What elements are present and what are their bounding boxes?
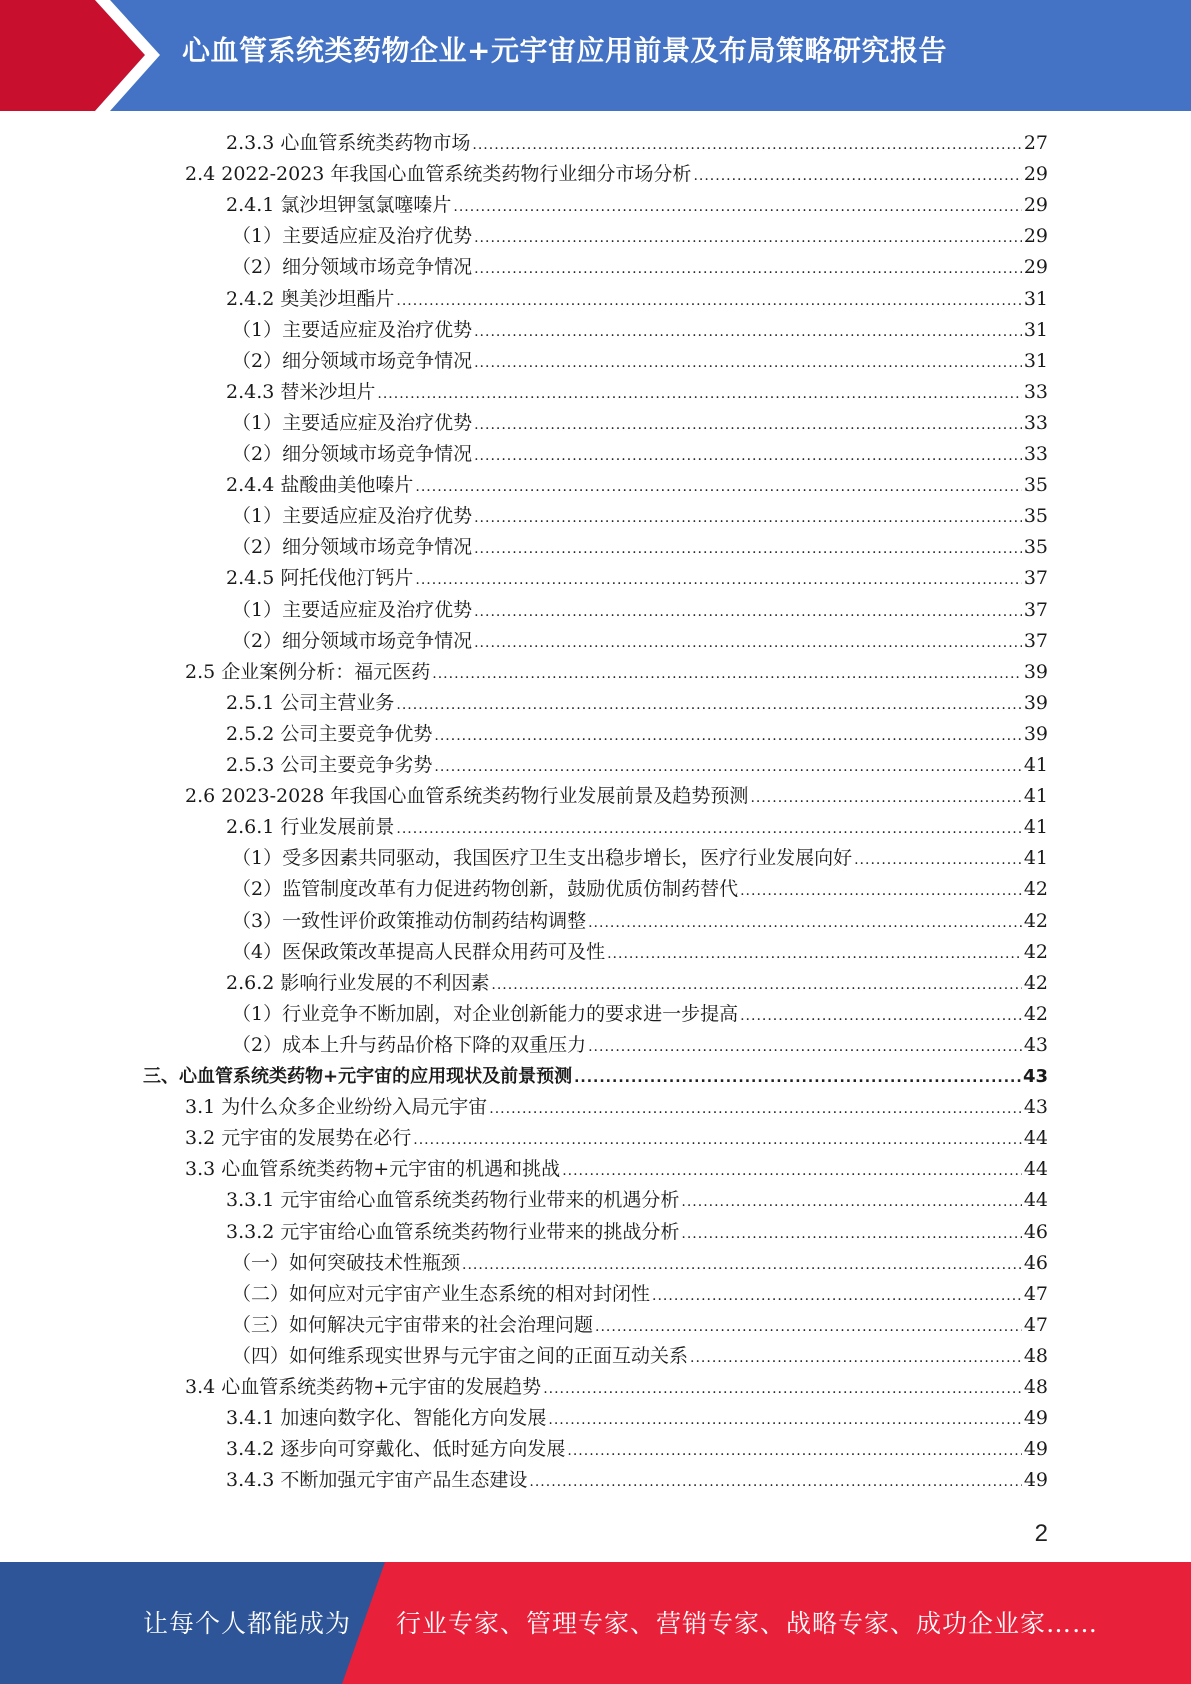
toc-entry-title: 3.1 为什么众多企业纷纷入局元宇宙 <box>185 1096 488 1119</box>
toc-entry-page: 29 <box>1023 163 1048 186</box>
toc-entry-title: 2.5.3 公司主要竞争劣势 <box>226 754 433 776</box>
toc-entry[interactable] <box>226 1434 1048 1465</box>
toc-entry-title: （2）细分领域市场竞争情况 <box>232 629 473 652</box>
toc-leader-dots <box>854 845 1022 876</box>
toc-entry-page: 33 <box>1023 380 1048 403</box>
toc-entry-page: 49 <box>1023 1469 1048 1492</box>
toc-entry[interactable] <box>232 1279 1048 1310</box>
toc-entry-page: 48 <box>1023 1376 1048 1398</box>
toc-entry[interactable] <box>232 874 1048 905</box>
toc-entry[interactable] <box>232 315 1048 346</box>
toc-leader-dots <box>474 628 1022 659</box>
toc-entry[interactable] <box>226 128 1048 159</box>
toc-entry-page: 41 <box>1023 847 1048 870</box>
toc-entry[interactable] <box>226 968 1048 999</box>
toc-entry[interactable] <box>232 221 1048 252</box>
toc-entry-title: （1）主要适应症及治疗优势 <box>232 598 473 621</box>
toc-entry-title: 3.4.2 逐步向可穿戴化、低时延方向发展 <box>226 1438 566 1461</box>
toc-entry[interactable] <box>232 906 1048 937</box>
toc-entry[interactable] <box>185 781 1048 812</box>
toc-entry-title: 2.6.1 行业发展前景 <box>226 816 395 839</box>
toc-entry-page: 43 <box>1023 1096 1048 1119</box>
toc-entry-page: 46 <box>1023 1251 1048 1274</box>
toc-leader-dots <box>396 814 1021 845</box>
toc-leader-dots <box>529 1467 1021 1498</box>
toc-entry-title: （3）一致性评价政策推动仿制药结构调整 <box>232 909 587 932</box>
toc-entry-page: 49 <box>1023 1407 1048 1430</box>
toc-entry[interactable] <box>226 470 1048 501</box>
toc-leader-dots <box>690 1343 1022 1374</box>
toc-entry[interactable] <box>226 1403 1048 1434</box>
toc-entry-page: 42 <box>1023 1002 1048 1025</box>
toc-entry[interactable] <box>185 1372 1048 1403</box>
toc-leader-dots <box>595 1312 1022 1343</box>
toc-leader-dots <box>740 1001 1022 1032</box>
toc-leader-dots <box>474 534 1022 565</box>
toc-entry-title: （2）细分领域市场竞争情况 <box>232 443 473 465</box>
toc-leader-dots <box>543 1374 1022 1405</box>
toc-entry-title: （4）医保政策改革提高人民群众用药可及性 <box>232 940 606 963</box>
toc-leader-dots <box>652 1281 1022 1312</box>
toc-entry[interactable] <box>226 190 1048 221</box>
toc-entry-page: 37 <box>1023 567 1048 590</box>
toc-leader-dots <box>415 472 1021 503</box>
toc-entry-page: 31 <box>1023 349 1048 372</box>
toc-leader-dots <box>750 783 1021 814</box>
toc-entry[interactable] <box>185 1092 1048 1123</box>
toc-entry[interactable] <box>226 812 1048 843</box>
toc-leader-dots <box>474 597 1022 628</box>
toc-entry-title: 3.4 心血管系统类药物+元宇宙的发展趋势 <box>185 1376 542 1398</box>
toc-entry-title: 3.4.1 加速向数字化、智能化方向发展 <box>226 1407 547 1430</box>
toc-entry-title: （2）细分领域市场竞争情况 <box>232 349 473 372</box>
toc-leader-dots <box>377 379 1021 410</box>
toc-leader-dots <box>574 1063 1021 1094</box>
toc-entry[interactable] <box>226 1185 1048 1216</box>
toc-entry-title: 2.3.3 心血管系统类药物市场 <box>226 132 471 154</box>
toc-entry-title: 2.4.5 阿托伐他汀钙片 <box>226 567 414 590</box>
toc-leader-dots <box>413 1125 1022 1156</box>
toc-entry-page: 39 <box>1023 660 1048 683</box>
toc-entry[interactable] <box>232 1341 1048 1372</box>
toc-entry-title: （1）受多因素共同驱动，我国医疗卫生支出稳步增长，医疗行业发展向好 <box>232 847 853 870</box>
toc-leader-dots <box>396 690 1021 721</box>
toc-entry-title: （二）如何应对元宇宙产业生态系统的相对封闭性 <box>232 1282 651 1305</box>
toc-entry-page: 29 <box>1023 194 1048 217</box>
toc-entry-title: 三、心血管系统类药物+元宇宙的应用现状及前景预测 <box>143 1066 573 1087</box>
toc-leader-dots <box>607 939 1022 970</box>
toc-entry[interactable] <box>232 252 1048 283</box>
toc-leader-dots <box>681 1219 1021 1250</box>
toc-entry-page: 46 <box>1023 1220 1048 1243</box>
toc-entry[interactable] <box>185 1154 1048 1185</box>
toc-entry-page: 42 <box>1023 878 1048 901</box>
toc-leader-dots <box>432 659 1022 690</box>
toc-entry-title: （2）成本上升与药品价格下降的双重压力 <box>232 1033 587 1056</box>
toc-entry[interactable] <box>232 1248 1048 1279</box>
toc-entry[interactable] <box>226 750 1048 781</box>
toc-entry-page: 42 <box>1023 971 1048 994</box>
toc-entry-page: 47 <box>1023 1313 1048 1336</box>
toc-leader-dots <box>462 1250 1022 1281</box>
toc-entry[interactable] <box>185 1123 1048 1154</box>
toc-entry-page: 33 <box>1023 411 1048 434</box>
toc-entry-title: （1）主要适应症及治疗优势 <box>232 411 473 434</box>
toc-entry-title: 2.6.2 影响行业发展的不利因素 <box>226 971 490 994</box>
toc-entry[interactable] <box>232 1310 1048 1341</box>
toc-entry-title: （一）如何突破技术性瓶颈 <box>232 1251 461 1274</box>
toc-entry-title: （1）主要适应症及治疗优势 <box>232 318 473 341</box>
toc-entry-page: 31 <box>1023 318 1048 341</box>
toc-entry-title: 2.5.2 公司主要竞争优势 <box>226 722 433 745</box>
toc-entry-page: 42 <box>1023 940 1048 963</box>
toc-entry[interactable] <box>185 657 1048 688</box>
toc-entry[interactable] <box>143 1061 1048 1092</box>
footer-slogan-right: 行业专家、管理专家、营销专家、战略专家、成功企业家…… <box>396 1609 1099 1638</box>
toc-entry[interactable] <box>232 501 1048 532</box>
toc-entry-page: 29 <box>1023 225 1048 248</box>
toc-entry-title: （2）细分领域市场竞争情况 <box>232 256 473 279</box>
toc-entry-page: 35 <box>1023 474 1048 497</box>
toc-entry-page: 44 <box>1023 1127 1048 1150</box>
toc-entry-page: 27 <box>1023 132 1048 154</box>
toc-entry-page: 48 <box>1023 1344 1048 1367</box>
report-title: 心血管系统类药物企业+元宇宙应用前景及布局策略研究报告 <box>182 34 947 67</box>
toc-leader-dots <box>740 876 1022 907</box>
toc-entry-title: 3.3.1 元宇宙给心血管系统类药物行业带来的机遇分析 <box>226 1189 680 1212</box>
toc-leader-dots <box>562 1156 1022 1187</box>
toc-entry[interactable] <box>232 346 1048 377</box>
toc-entry-page: 39 <box>1023 691 1048 714</box>
toc-entry-page: 41 <box>1023 754 1048 776</box>
toc-entry[interactable] <box>232 1030 1048 1061</box>
toc-leader-dots <box>693 161 1021 192</box>
toc-entry-title: 2.5.1 公司主营业务 <box>226 691 395 714</box>
toc-entry[interactable] <box>185 159 1048 190</box>
toc-entry[interactable] <box>232 408 1048 439</box>
header-banner <box>0 0 1191 111</box>
toc-leader-dots <box>434 721 1021 752</box>
toc-entry[interactable] <box>226 1217 1048 1248</box>
toc-leader-dots <box>474 254 1022 285</box>
toc-leader-dots <box>474 317 1022 348</box>
toc-leader-dots <box>588 1032 1022 1063</box>
toc-entry-page: 43 <box>1022 1066 1048 1087</box>
toc-entry[interactable] <box>226 377 1048 408</box>
toc-entry-page: 43 <box>1023 1033 1048 1056</box>
toc-leader-dots <box>453 192 1021 223</box>
toc-entry-page: 31 <box>1023 287 1048 310</box>
toc-entry-title: 2.4.2 奥美沙坦酯片 <box>226 287 395 310</box>
toc-entry[interactable] <box>232 532 1048 563</box>
toc-entry[interactable] <box>226 1465 1048 1496</box>
toc-entry[interactable] <box>232 595 1048 626</box>
toc-entry-page: 41 <box>1023 785 1048 808</box>
toc-leader-dots <box>474 348 1022 379</box>
toc-entry-page: 35 <box>1023 536 1048 559</box>
toc-entry-title: （1）主要适应症及治疗优势 <box>232 505 473 528</box>
toc-leader-dots <box>567 1436 1021 1467</box>
toc-entry[interactable] <box>226 284 1048 315</box>
toc-entry-title: （2）细分领域市场竞争情况 <box>232 536 473 559</box>
toc-entry-page: 37 <box>1023 629 1048 652</box>
toc-entry-page: 35 <box>1023 505 1048 528</box>
toc-entry-page: 29 <box>1023 256 1048 279</box>
toc-entry-title: 2.4.4 盐酸曲美他嗪片 <box>226 474 414 497</box>
toc-entry-page: 44 <box>1023 1189 1048 1212</box>
toc-entry-title: （1）行业竞争不断加剧，对企业创新能力的要求进一步提高 <box>232 1002 739 1025</box>
toc-entry-page: 33 <box>1023 443 1048 465</box>
toc-entry[interactable] <box>226 719 1048 750</box>
toc-leader-dots <box>548 1405 1021 1436</box>
toc-leader-dots <box>681 1187 1021 1218</box>
toc-leader-dots <box>472 130 1021 161</box>
toc-entry-title: 2.4 2022-2023 年我国心血管系统类药物行业细分市场分析 <box>185 163 692 186</box>
toc-leader-dots <box>474 441 1022 472</box>
page-number: 2 <box>1034 1520 1048 1547</box>
toc-leader-dots <box>474 503 1022 534</box>
toc-leader-dots <box>396 286 1021 317</box>
toc-entry-title: 2.4.1 氯沙坦钾氢氯噻嗪片 <box>226 194 452 217</box>
toc-leader-dots <box>474 410 1022 441</box>
toc-entry-title: 3.3 心血管系统类药物+元宇宙的机遇和挑战 <box>185 1158 561 1181</box>
toc-leader-dots <box>434 752 1021 783</box>
toc-entry[interactable] <box>232 626 1048 657</box>
toc-entry-title: 3.4.3 不断加强元宇宙产品生态建设 <box>226 1469 528 1492</box>
toc-entry[interactable] <box>226 563 1048 594</box>
toc-entry-page: 41 <box>1023 816 1048 839</box>
toc-entry-title: （四）如何维系现实世界与元宇宙之间的正面互动关系 <box>232 1344 689 1367</box>
toc-entry-page: 37 <box>1023 598 1048 621</box>
toc-entry-page: 39 <box>1023 722 1048 745</box>
toc-entry-title: （2）监管制度改革有力促进药物创新，鼓励优质仿制药替代 <box>232 878 739 901</box>
toc-entry-title: 2.6 2023-2028 年我国心血管系统类药物行业发展前景及趋势预测 <box>185 785 749 808</box>
toc-entry-title: （三）如何解决元宇宙带来的社会治理问题 <box>232 1313 594 1336</box>
toc-entry-title: 3.3.2 元宇宙给心血管系统类药物行业带来的挑战分析 <box>226 1220 680 1243</box>
footer-banner <box>0 1562 1191 1684</box>
toc-entry-title: （1）主要适应症及治疗优势 <box>232 225 473 248</box>
toc-entry[interactable] <box>232 937 1048 968</box>
toc-entry[interactable] <box>232 999 1048 1030</box>
toc-leader-dots <box>491 970 1021 1001</box>
toc-entry[interactable] <box>232 843 1048 874</box>
toc-entry-title: 3.2 元宇宙的发展势在必行 <box>185 1127 412 1150</box>
toc-entry-title: 2.4.3 替米沙坦片 <box>226 380 376 403</box>
toc-leader-dots <box>489 1094 1022 1125</box>
toc-entry-page: 49 <box>1023 1438 1048 1461</box>
toc-leader-dots <box>588 908 1022 939</box>
toc-entry[interactable] <box>226 688 1048 719</box>
toc-entry-page: 47 <box>1023 1282 1048 1305</box>
toc-entry-title: 2.5 企业案例分析：福元医药 <box>185 660 431 683</box>
toc-leader-dots <box>415 565 1021 596</box>
toc-entry-page: 42 <box>1023 909 1048 932</box>
toc-leader-dots <box>474 223 1022 254</box>
toc-entry-page: 44 <box>1023 1158 1048 1181</box>
toc-entry[interactable] <box>232 439 1048 470</box>
footer-slogan-left: 让每个人都能成为 <box>143 1609 352 1638</box>
